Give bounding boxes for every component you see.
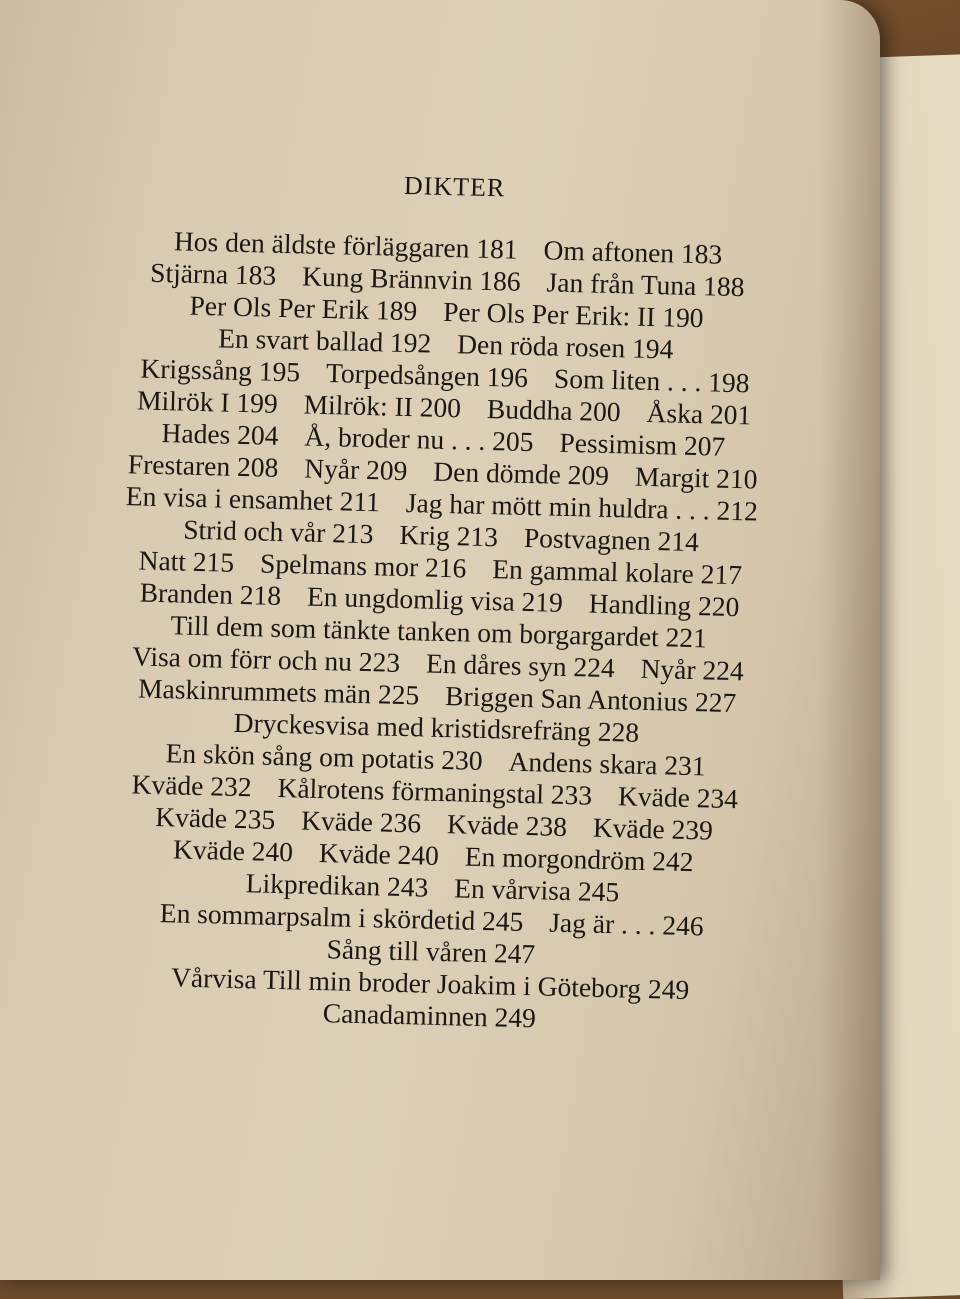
toc-entry: Per Ols Per Erik: II 190 bbox=[442, 295, 704, 334]
toc-entry: Strid och vår 213 bbox=[182, 513, 374, 550]
toc-entry: Per Ols Per Erik 189 bbox=[189, 289, 418, 327]
toc-entry: Torpedsången 196 bbox=[325, 357, 529, 393]
toc-entry: Kålrotens förmaningstal 233 bbox=[277, 771, 593, 811]
toc-entry: Till dem som tänkte tanken om borgargardet 221 bbox=[170, 609, 708, 654]
table-of-contents bbox=[49, 223, 828, 1041]
toc-entry: Handling 220 bbox=[588, 587, 740, 623]
toc-entry: Dryckesvisa med kristidsrefräng 228 bbox=[233, 706, 640, 748]
toc-entry: Pessimism 207 bbox=[559, 426, 726, 462]
toc-entry: En svart ballad 192 bbox=[217, 322, 432, 359]
toc-entry: Natt 215 bbox=[138, 544, 235, 578]
toc-entry: Kväde 232 bbox=[131, 768, 252, 803]
toc-entry: Hos den äldste förläggaren 181 bbox=[173, 225, 518, 265]
toc-entry: Kung Brännvin 186 bbox=[301, 260, 522, 297]
toc-entry: En vårvisa 245 bbox=[453, 872, 620, 908]
toc-entry: Spelmans mor 216 bbox=[259, 547, 467, 584]
toc-entry: Den dömde 209 bbox=[433, 455, 610, 491]
toc-entry: Sång till våren 247 bbox=[326, 933, 536, 970]
toc-entry: Om aftonen 183 bbox=[543, 234, 723, 270]
toc-entry: Kväde 238 bbox=[446, 808, 568, 843]
toc-entry: Milrök I 199 bbox=[136, 384, 279, 419]
toc-entry: Å, broder nu . . . 205 bbox=[304, 420, 534, 458]
toc-entry: Frestaren 208 bbox=[127, 448, 279, 483]
toc-entry: Kväde 239 bbox=[592, 811, 714, 846]
page-content bbox=[49, 163, 830, 1041]
toc-entry: Kväde 234 bbox=[617, 780, 739, 815]
toc-entry: En morgondröm 242 bbox=[464, 840, 694, 878]
toc-entry: Milrök: II 200 bbox=[303, 388, 462, 424]
toc-entry: Stjärna 183 bbox=[149, 256, 277, 291]
toc-entry: Maskinrummets män 225 bbox=[137, 672, 420, 711]
toc-entry: Jan från Tuna 188 bbox=[546, 266, 745, 303]
toc-entry: Krig 213 bbox=[399, 518, 499, 553]
toc-entry: En visa i ensamhet 211 bbox=[125, 480, 381, 518]
toc-entry: Margit 210 bbox=[634, 460, 758, 495]
toc-entry: Likpredikan 243 bbox=[245, 867, 429, 903]
toc-entry: Postvagnen 214 bbox=[523, 521, 700, 558]
toc-entry: En gammal kolare 217 bbox=[491, 553, 743, 591]
toc-entry: En sommarpsalm i skördetid 245 bbox=[159, 897, 524, 938]
section-title: DIKTER bbox=[403, 170, 506, 203]
toc-entry: Kväde 235 bbox=[154, 800, 276, 835]
toc-entry: Andens skara 231 bbox=[508, 745, 706, 782]
toc-entry: Nyår 224 bbox=[640, 652, 745, 687]
toc-entry: Jag har mött min huldra . . . 212 bbox=[405, 487, 759, 527]
toc-entry: En ungdomlig visa 219 bbox=[306, 580, 564, 618]
toc-entry: Åska 201 bbox=[646, 396, 752, 431]
toc-entry: Kväde 236 bbox=[300, 804, 422, 839]
toc-entry: Jag är . . . 246 bbox=[548, 906, 704, 942]
toc-entry: En dåres syn 224 bbox=[425, 647, 616, 684]
toc-entry: En skön sång om potatis 230 bbox=[165, 737, 483, 776]
toc-entry: Krigssång 195 bbox=[140, 352, 301, 388]
toc-entry: Canadaminnen 249 bbox=[322, 997, 537, 1034]
toc-entry: Den röda rosen 194 bbox=[456, 328, 674, 365]
toc-entry: Kväde 240 bbox=[318, 837, 440, 871]
toc-entry: Branden 218 bbox=[139, 576, 282, 611]
toc-entry: Briggen San Antonius 227 bbox=[444, 680, 737, 719]
toc-entry: Hades 204 bbox=[161, 417, 279, 451]
toc-entry: Nyår 209 bbox=[303, 452, 408, 487]
toc-entry: Som liten . . . 198 bbox=[553, 362, 750, 399]
toc-entry: Vårvisa Till min broder Joakim i Göteborg 249 bbox=[170, 961, 690, 1006]
toc-entry: Kväde 240 bbox=[172, 833, 294, 868]
toc-entry: Visa om förr och nu 223 bbox=[131, 640, 401, 678]
toc-entry: Buddha 200 bbox=[486, 392, 622, 428]
